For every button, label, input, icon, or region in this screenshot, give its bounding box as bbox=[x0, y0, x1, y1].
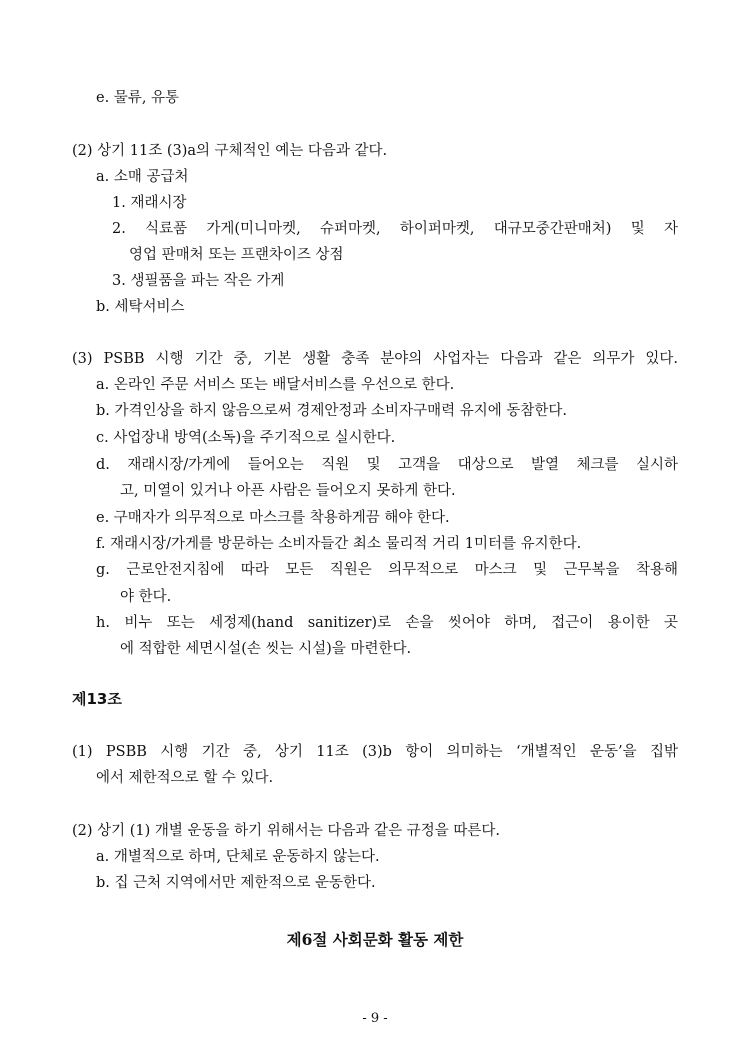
article-13-heading: 제13조 bbox=[72, 690, 122, 708]
item-a3-small-shop: 3. 생필품을 파는 작은 가게 bbox=[112, 273, 285, 289]
article-13-p2-a: a. 개별적으로 하며, 단체로 운동하지 않는다. bbox=[96, 849, 380, 865]
item-3g-line2: 야 한다. bbox=[120, 589, 172, 605]
item-3d-line1: d. 재래시장/가게에 들어오는 직원 및 고객을 대상으로 발열 체크를 실시하 bbox=[96, 457, 678, 473]
page-number: - 9 - bbox=[362, 1011, 388, 1026]
article-13-p2-b: b. 집 근처 지역에서만 제한적으로 운동한다. bbox=[96, 875, 376, 891]
item-a2-grocery-line2: 영업 판매처 또는 프랜차이즈 상점 bbox=[129, 247, 344, 263]
item-b-laundry: b. 세탁서비스 bbox=[96, 299, 185, 315]
item-3f: f. 재래시장/가게를 방문하는 소비자들간 최소 물리적 거리 1미터를 유지한다. bbox=[96, 536, 582, 552]
item-3g-line1: g. 근로안전지침에 따라 모든 직원은 의무적으로 마스크 및 근무복을 착용해 bbox=[96, 562, 678, 578]
item-3h-line1: h. 비누 또는 세정제(hand sanitizer)로 손을 씻어야 하며, 접근이 용이한 곳 bbox=[96, 615, 678, 631]
item-3a: a. 온라인 주문 서비스 또는 배달서비스를 우선으로 한다. bbox=[96, 377, 455, 393]
item-3c: c. 사업장내 방역(소독)을 주기적으로 실시한다. bbox=[96, 430, 396, 446]
article-13-p2-intro: (2) 상기 (1) 개별 운동을 하기 위해서는 다음과 같은 규정을 따른다. bbox=[72, 823, 500, 839]
item-e-logistics: e. 물류, 유통 bbox=[96, 90, 180, 106]
item-3b: b. 가격인상을 하지 않음으로써 경제안정과 소비자구매력 유지에 동참한다. bbox=[96, 403, 567, 419]
item-3d-line2: 고, 미열이 있거나 아픈 사람은 들어오지 못하게 한다. bbox=[120, 483, 456, 499]
item-3h-line2: 에 적합한 세면시설(손 씻는 시설)을 마련한다. bbox=[120, 641, 412, 657]
paragraph-3-intro: (3) PSBB 시행 기간 중, 기본 생활 충족 분야의 사업자는 다음과 같은 의무가 있다. bbox=[72, 351, 678, 367]
item-a-retail: a. 소매 공급처 bbox=[96, 169, 189, 185]
article-13-p1-line2: 에서 제한적으로 할 수 있다. bbox=[96, 770, 274, 786]
paragraph-2-intro: (2) 상기 11조 (3)a의 구체적인 예는 다음과 같다. bbox=[72, 143, 388, 159]
section-title: 제6절 사회문화 활동 제한 bbox=[286, 930, 464, 949]
item-a1-market: 1. 재래시장 bbox=[112, 195, 187, 211]
item-3e: e. 구매자가 의무적으로 마스크를 착용하게끔 해야 한다. bbox=[96, 510, 450, 526]
article-13-p1-line1: (1) PSBB 시행 기간 중, 상기 11조 (3)b 항이 의미하는 ‘개별적인 운동’을 집밖 bbox=[72, 744, 678, 760]
item-a2-grocery-line1: 2. 식료품 가게(미니마켓, 슈퍼마켓, 하이퍼마켓, 대규모중간판매처) 및 자 bbox=[112, 221, 678, 237]
